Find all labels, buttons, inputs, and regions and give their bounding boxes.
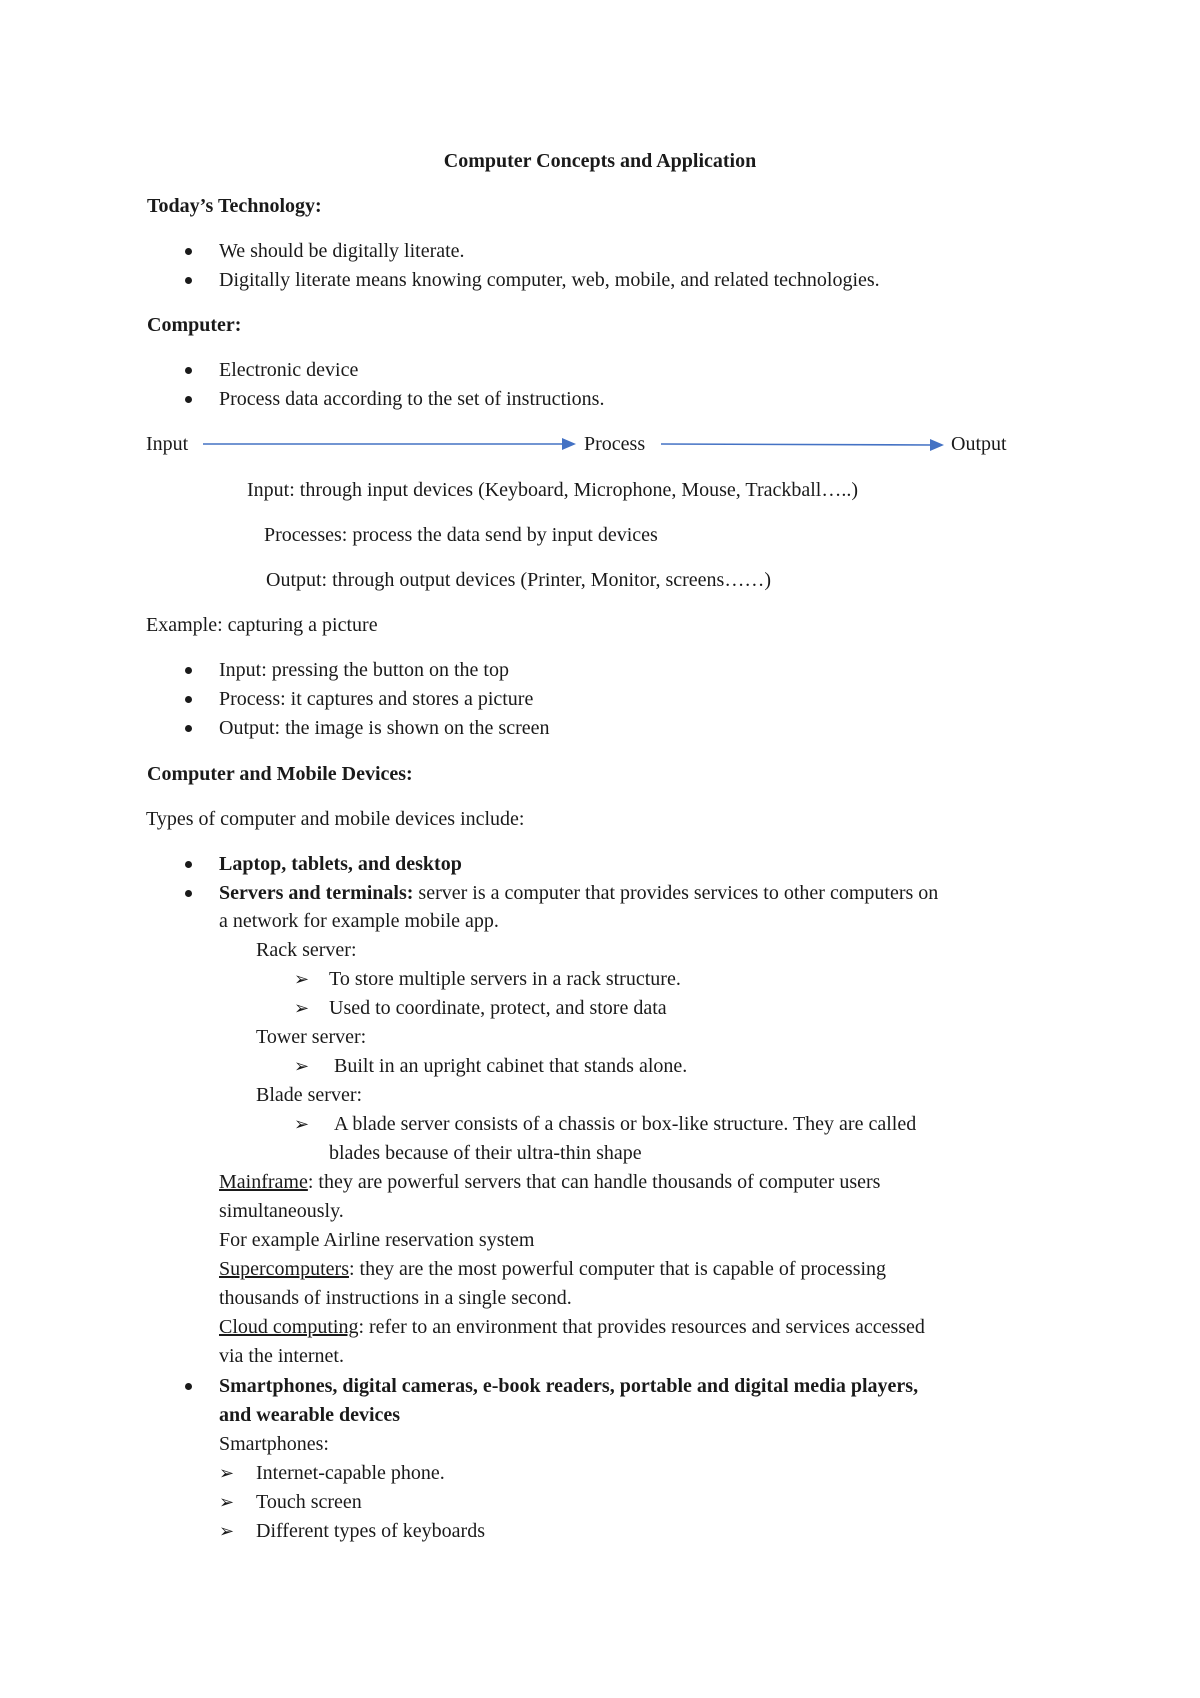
cloud-computing-definition: : refer to an environment that provides resources and services accessed [358, 1316, 925, 1338]
example-heading: Example: capturing a picture [146, 614, 378, 636]
bullet-icon [185, 667, 192, 674]
cloud-computing-term: Cloud computing [219, 1316, 359, 1338]
list-item: Laptop, tablets, and desktop [219, 853, 462, 875]
bullet-icon [185, 696, 192, 703]
smartphones-label: Smartphones: [219, 1433, 329, 1455]
page-title: Computer Concepts and Application [443, 150, 757, 172]
mainframe-definition: : they are powerful servers that can handle thousands of computer users [307, 1171, 881, 1193]
flow-input-description: Input: through input devices (Keyboard, Microphone, Mouse, Trackball…..) [247, 479, 859, 501]
mainframe-continuation: simultaneously. [219, 1200, 344, 1222]
sub-list-item: Touch screen [256, 1491, 362, 1513]
sub-list-item: To store multiple servers in a rack structure. [329, 968, 681, 990]
arrowhead-bullet-icon: ➢ [294, 1114, 310, 1134]
arrowhead-bullet-icon: ➢ [294, 998, 310, 1018]
list-item: Process data according to the set of instructions. [219, 388, 605, 410]
sub-list-item: Built in an upright cabinet that stands alone. [334, 1055, 688, 1077]
list-item-continuation: a network for example mobile app. [219, 910, 499, 932]
list-item-continuation: and wearable devices [219, 1404, 401, 1426]
arrow-process-to-output-icon [661, 439, 944, 451]
arrowhead-bullet-icon: ➢ [294, 969, 310, 989]
supercomputers-term: Supercomputers [219, 1258, 349, 1280]
flow-process-label: Process [584, 433, 646, 455]
section-heading-computer: Computer: [147, 314, 242, 336]
arrowhead-bullet-icon: ➢ [219, 1492, 235, 1512]
arrowhead-bullet-icon: ➢ [219, 1521, 235, 1541]
flow-input-label: Input [146, 433, 189, 455]
cloud-computing-continuation: via the internet. [219, 1345, 344, 1367]
mainframe-example: For example Airline reservation system [219, 1229, 535, 1251]
supercomputers-text [219, 1256, 886, 1282]
list-item-term: Servers and terminals: [219, 882, 414, 904]
blade-server-label: Blade server: [256, 1084, 363, 1106]
flow-process-description: Processes: process the data send by input devices [264, 524, 658, 546]
list-item: Process: it captures and stores a picture [219, 688, 534, 710]
sub-list-item: Different types of keyboards [256, 1520, 486, 1542]
list-item: Smartphones, digital cameras, e-book readers, portable and digital media players, [219, 1375, 919, 1397]
cloud-computing-text [219, 1314, 925, 1340]
list-item-text: server is a computer that provides services to other computers on [413, 882, 939, 904]
arrowhead-bullet-icon: ➢ [294, 1056, 310, 1076]
arrow-input-to-process-icon [203, 438, 576, 450]
devices-intro: Types of computer and mobile devices include: [146, 808, 525, 830]
list-item: Digitally literate means knowing computer, web, mobile, and related technologies. [219, 269, 880, 291]
list-item: Electronic device [219, 359, 359, 381]
rack-server-label: Rack server: [256, 939, 357, 961]
sub-list-item: Internet-capable phone. [256, 1462, 445, 1484]
list-item: Output: the image is shown on the screen [219, 717, 550, 739]
bullet-icon [185, 1383, 192, 1390]
mainframe-text [219, 1169, 880, 1195]
section-heading-todays-technology: Today’s Technology: [147, 195, 322, 217]
flow-output-label: Output [951, 433, 1007, 455]
bullet-icon [185, 725, 192, 732]
sub-list-item-continuation: blades because of their ultra-thin shape [329, 1142, 642, 1164]
list-item: Input: pressing the button on the top [219, 659, 509, 681]
list-item: We should be digitally literate. [219, 240, 465, 262]
flow-output-description: Output: through output devices (Printer, Monitor, screens……) [266, 569, 771, 591]
section-heading-devices: Computer and Mobile Devices: [147, 763, 413, 785]
sub-list-item: Used to coordinate, protect, and store data [329, 997, 667, 1019]
supercomputers-continuation: thousands of instructions in a single second. [219, 1287, 572, 1309]
arrowhead-bullet-icon: ➢ [219, 1463, 235, 1483]
tower-server-label: Tower server: [256, 1026, 367, 1048]
mainframe-term: Mainframe [219, 1171, 308, 1193]
list-item [219, 880, 938, 906]
sub-list-item: A blade server consists of a chassis or box-like structure. They are called [334, 1113, 917, 1135]
supercomputers-definition: : they are the most powerful computer that is capable of processing [348, 1258, 887, 1280]
bullet-icon [185, 890, 192, 897]
bullet-icon [185, 861, 192, 868]
